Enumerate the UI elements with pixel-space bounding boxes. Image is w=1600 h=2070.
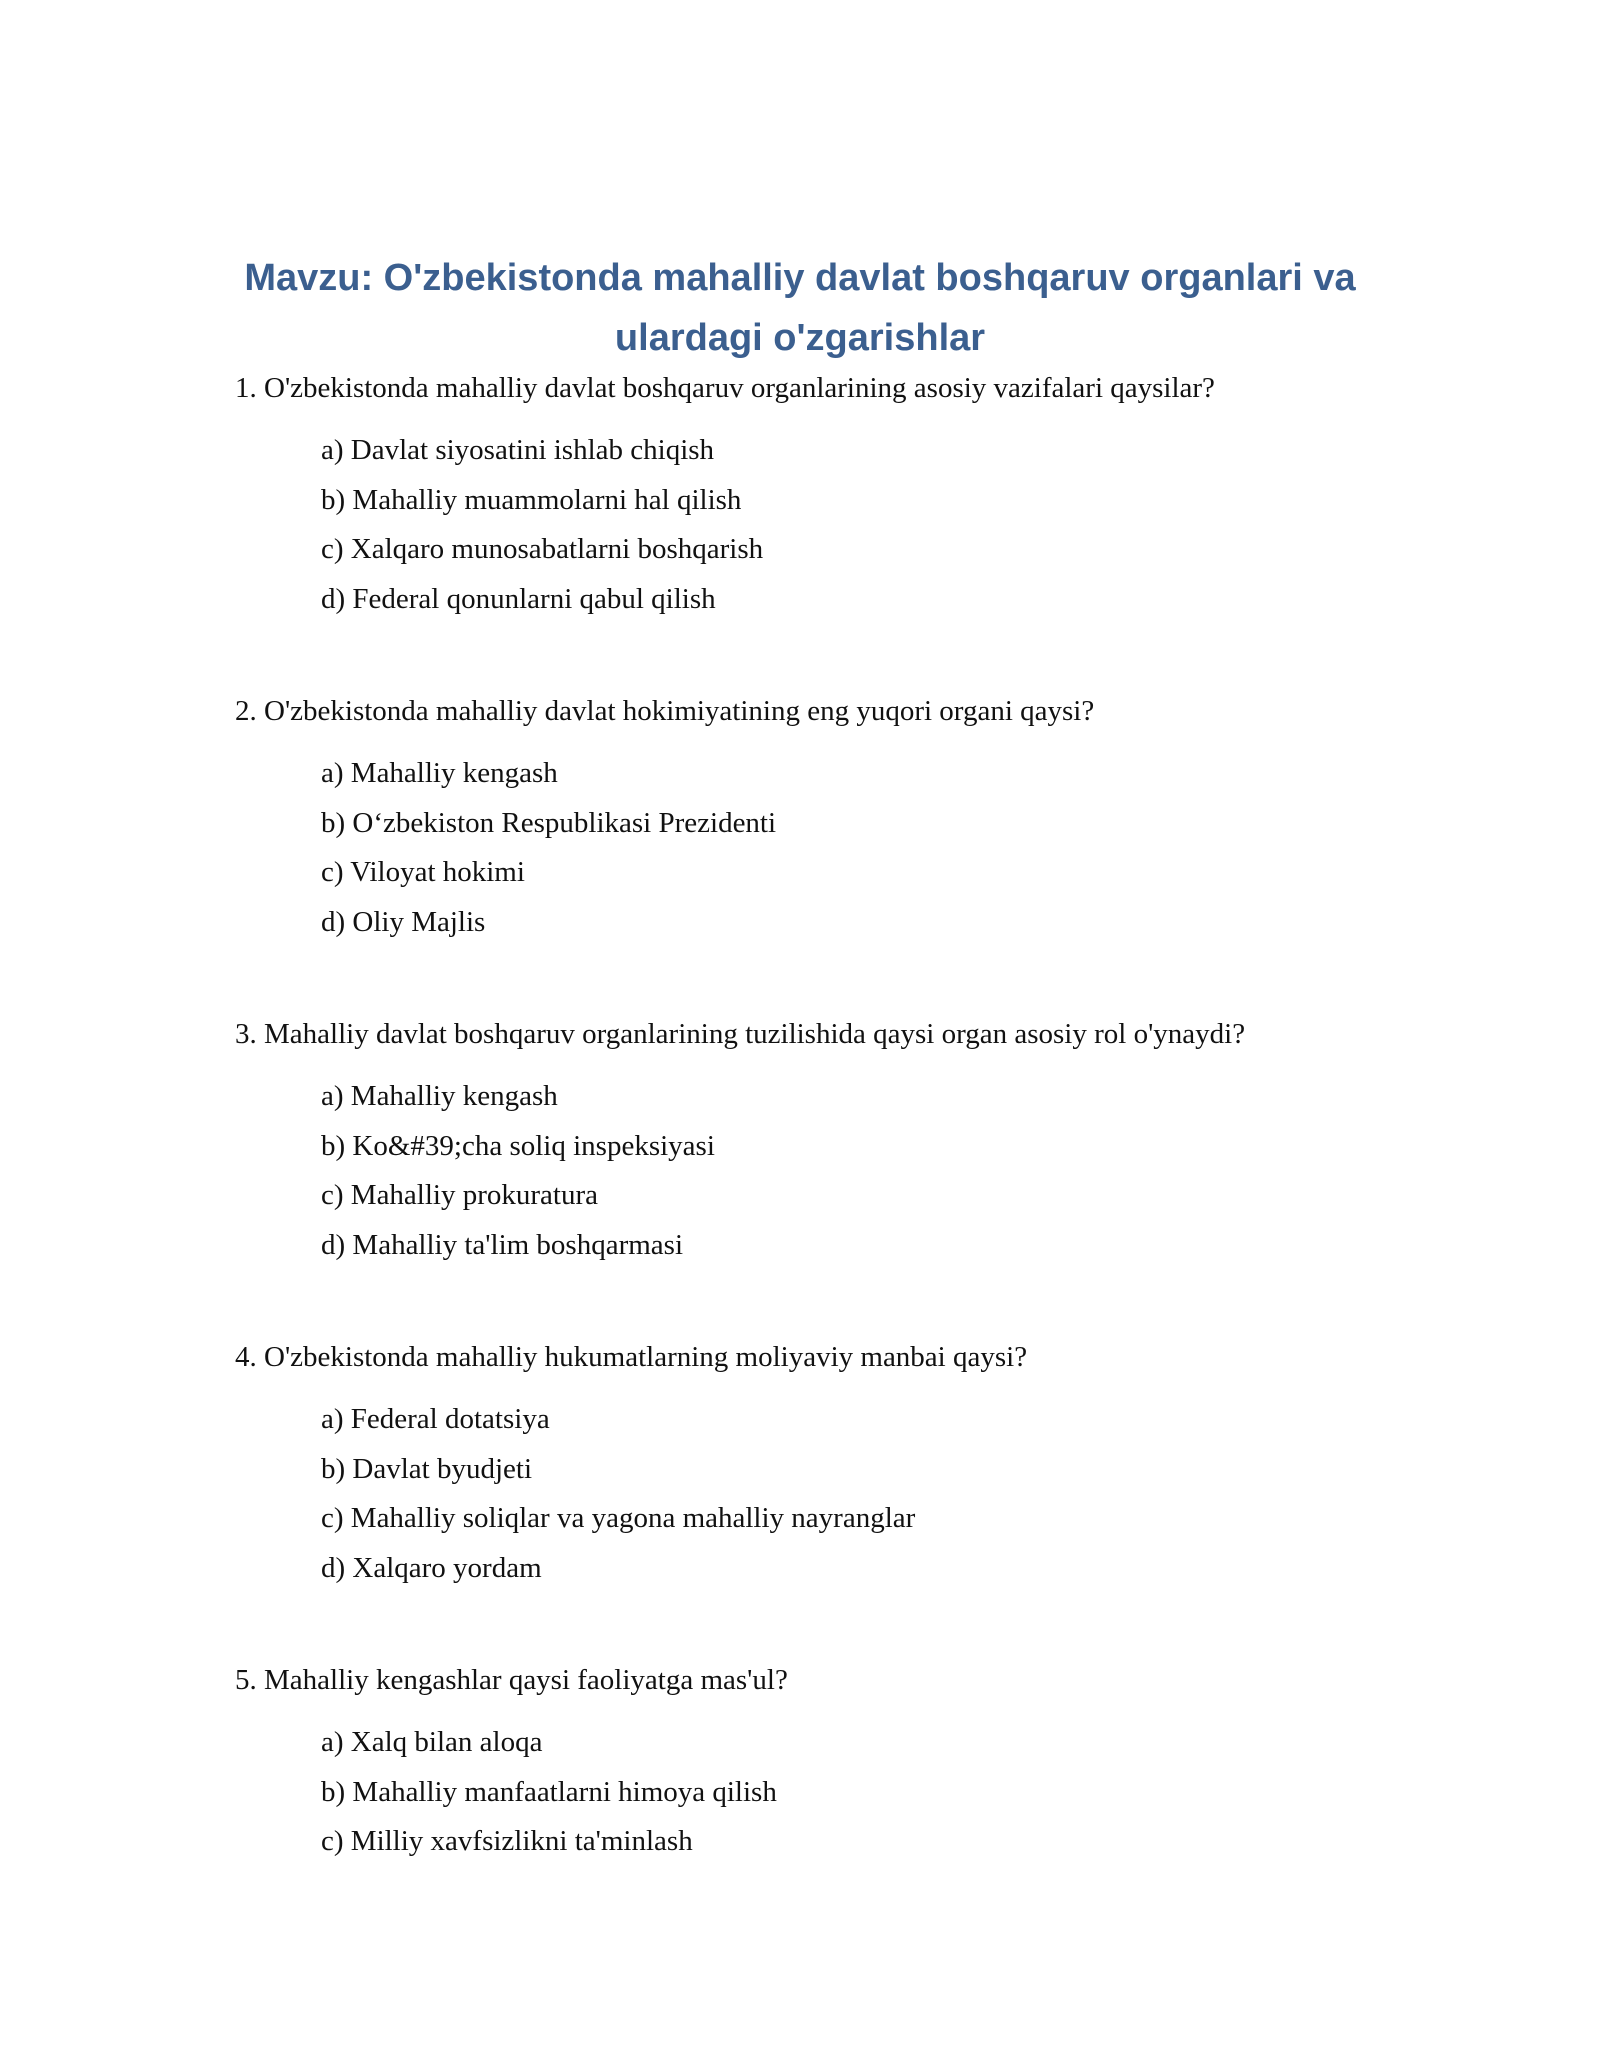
option-b: b) Ko&#39;cha soliq inspeksiyasi xyxy=(321,1129,715,1162)
title-line-1: Mavzu: O'zbekistonda mahalliy davlat boshqaruv organlari va xyxy=(244,257,1356,299)
page-title xyxy=(220,248,1380,368)
option-c: c) Viloyat hokimi xyxy=(321,856,525,888)
option-a: a) Mahalliy kengash xyxy=(321,757,558,789)
option-a: a) Xalq bilan aloqa xyxy=(321,1726,543,1758)
question-text: 5. Mahalliy kengashlar qaysi faoliyatga mas'ul? xyxy=(235,1664,788,1696)
question-text: 3. Mahalliy davlat boshqaruv organlarining tuzilishida qaysi organ asosiy rol o'ynaydi? xyxy=(235,1018,1246,1050)
option-d: d) Federal qonunlarni qabul qilish xyxy=(321,582,716,615)
option-c: c) Mahalliy prokuratura xyxy=(321,1179,599,1211)
option-b: b) O‘zbekiston Respublikasi Prezidenti xyxy=(321,806,777,839)
question-2 xyxy=(235,691,1435,947)
option-c: c) Xalqaro munosabatlarni boshqarish xyxy=(321,533,764,565)
option-d: d) Xalqaro yordam xyxy=(321,1551,542,1584)
question-text: 4. O'zbekistonda mahalliy hukumatlarning moliyaviy manbai qaysi? xyxy=(235,1341,1028,1373)
question-text: 1. O'zbekistonda mahalliy davlat boshqaruv organlarining asosiy vazifalari qaysilar? xyxy=(235,372,1215,404)
option-a: a) Mahalliy kengash xyxy=(321,1080,558,1112)
option-c: c) Mahalliy soliqlar va yagona mahalliy nayranglar xyxy=(321,1502,916,1534)
option-b: b) Mahalliy muammolarni hal qilish xyxy=(321,483,742,516)
question-4 xyxy=(235,1337,1435,1593)
question-text: 2. O'zbekistonda mahalliy davlat hokimiyatining eng yuqori organi qaysi? xyxy=(235,695,1095,727)
question-5 xyxy=(235,1660,1435,1867)
option-b: b) Mahalliy manfaatlarni himoya qilish xyxy=(321,1775,777,1808)
option-d: d) Mahalliy ta'lim boshqarmasi xyxy=(321,1228,684,1261)
option-a: a) Federal dotatsiya xyxy=(321,1403,550,1435)
title-line-2: ulardagi o'zgarishlar xyxy=(614,317,986,359)
option-a: a) Davlat siyosatini ishlab chiqish xyxy=(321,434,715,466)
option-d: d) Oliy Majlis xyxy=(321,905,486,938)
question-3 xyxy=(235,1014,1435,1270)
option-b: b) Davlat byudjeti xyxy=(321,1452,533,1485)
question-1 xyxy=(235,368,1435,624)
option-c: c) Milliy xavfsizlikni ta'minlash xyxy=(321,1825,693,1857)
